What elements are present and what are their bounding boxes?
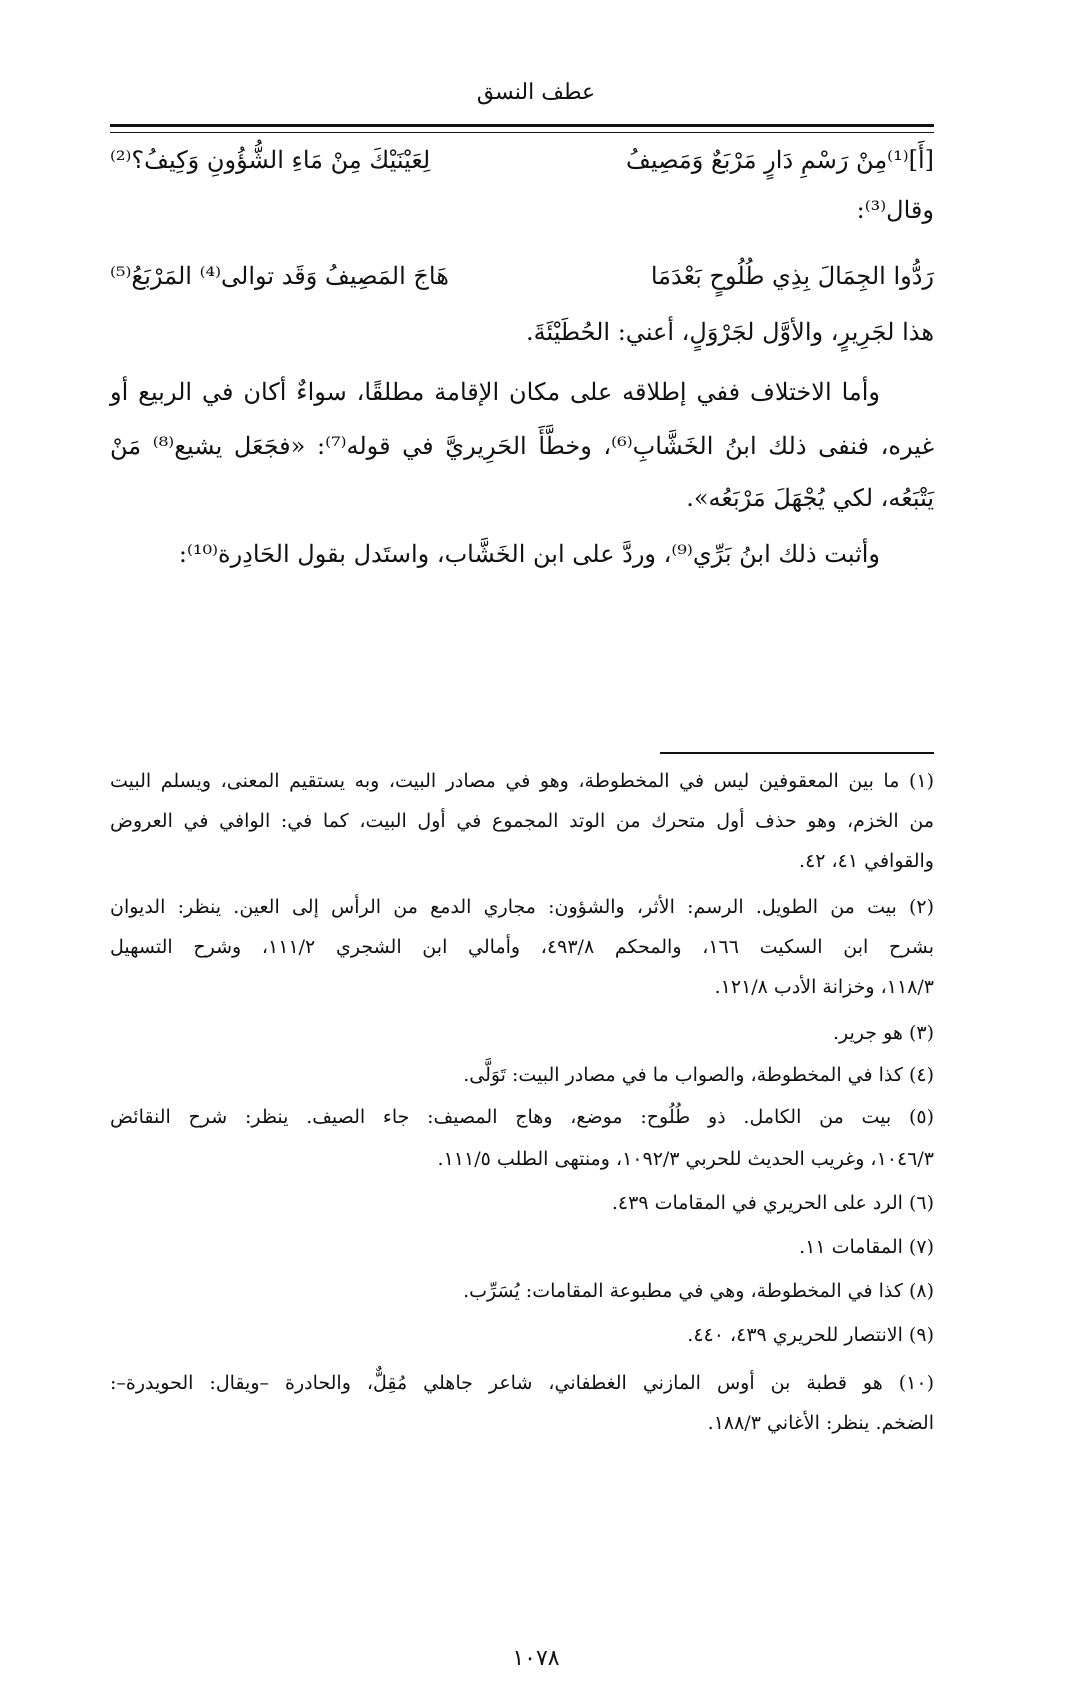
- footnote-line: الضخم. ينظر: الأغاني ١٨٨/٣.: [707, 1412, 934, 1434]
- verse-1-first-hemistich: [أَ]⁽¹⁾مِنْ رَسْمِ دَارٍ مَرْبَعٌ وَمَصِيفُ: [626, 146, 934, 174]
- said-line: وقال⁽³⁾:: [856, 196, 934, 224]
- paragraph-line: يَتْبَعُه، لكي يُجْهَلَ مَرْبَعُه».: [686, 484, 934, 512]
- footnote-line: ١١٨/٣، وخزانة الأدب ١٢١/٨.: [714, 976, 934, 998]
- verse-1: [110, 146, 934, 186]
- footnote-line: (٦) الرد على الحريري في المقامات ٤٣٩.: [611, 1192, 934, 1214]
- paragraph-line: وأثبت ذلك ابنُ بَرِّي⁽⁹⁾، وردَّ على ابن الخَشَّاب، واستَدل بقول الحَادِرة⁽¹⁰⁾:: [178, 540, 880, 568]
- footnote-line: (١٠) هو قطبة بن أوس المازني الغطفاني، شاعر جاهلي مُقِلٌّ، والحادرة –ويقال: الحويدرة–:: [110, 1372, 934, 1394]
- footnote-separator: [660, 752, 934, 754]
- verse-2-second-hemistich: هَاجَ المَصِيفُ وَقَد توالى⁽⁴⁾ المَرْبَعُ⁽⁵⁾: [110, 262, 449, 290]
- footnote-line: (٩) الانتصار للحريري ٤٣٩، ٤٤٠.: [687, 1324, 934, 1346]
- footnote-line: (٣) هو جرير.: [832, 1022, 934, 1044]
- footnote-line: (٤) كذا في المخطوطة، والصواب ما في مصادر البيت: تَوَلَّى.: [463, 1064, 934, 1086]
- footnote-line: (٨) كذا في المخطوطة، وهي في مطبوعة المقامات: يُسَرِّب.: [463, 1280, 934, 1302]
- footnote-line: (٧) المقامات ١١.: [799, 1236, 934, 1258]
- header-rule-thick: [110, 124, 934, 127]
- footnote-line: (١) ما بين المعقوفين ليس في المخطوطة، وهو في مصادر البيت، وبه يستقيم المعنى، ويسلم البيت: [110, 770, 934, 792]
- footnote-line: والقوافي ٤١، ٤٢.: [799, 850, 934, 872]
- footnote-line: (٥) بيت من الكامل. ذو طُلُوح: موضع، وهاج المصيف: جاء الصيف. ينظر: شرح النقائض: [110, 1106, 934, 1128]
- verse-2-first-hemistich: رَدُّوا الجِمَالَ بِذِي طُلُوحٍ بَعْدَمَا: [650, 262, 934, 290]
- verse-1-second-hemistich: لِعَيْنَيْكَ مِنْ مَاءِ الشُّؤُونِ وَكِيفُ؟⁽²⁾: [110, 146, 431, 174]
- footnote-line: (٢) بيت من الطويل. الرسم: الأثر، والشؤون: مجاري الدمع من الرأس إلى العين. ينظر: الديوان: [110, 896, 934, 918]
- paragraph-line: وأما الاختلاف ففي إطلاقه على مكان الإقامة مطلقًا، سواءٌ أكان في الربيع أو: [110, 378, 880, 406]
- footnote-line: من الخزم، وهو حذف أول متحرك من الوتد المجموع في أول البيت، كما في: الوافي في العروض: [110, 810, 934, 832]
- footnote-line: بشرح ابن السكيت ١٦٦، والمحكم ٤٩٣/٨، وأمالي ابن الشجري ١١١/٢، وشرح التسهيل: [110, 936, 934, 958]
- header-rule-thin: [110, 132, 934, 133]
- page-number: ١٠٧٨: [512, 1646, 560, 1671]
- paragraph-line: غيره، فنفى ذلك ابنُ الخَشَّابِ⁽⁶⁾، وخطَّأَ الحَرِيريَّ في قوله⁽⁷⁾: «فجَعَل يشيع⁽⁸⁾ مَنْ: [110, 432, 935, 460]
- attribution-line: هذا لجَرِيرٍ، والأوَّل لجَرْوَلٍ، أعني: الحُطَيْئَةَ.: [525, 318, 934, 346]
- footnote-line: ١٠٤٦/٣، وغريب الحديث للحربي ١٠٩٢/٣، ومنتهى الطلب ١١١/٥.: [437, 1148, 934, 1170]
- running-head: عطف النسق: [476, 80, 596, 105]
- verse-2: [110, 262, 934, 302]
